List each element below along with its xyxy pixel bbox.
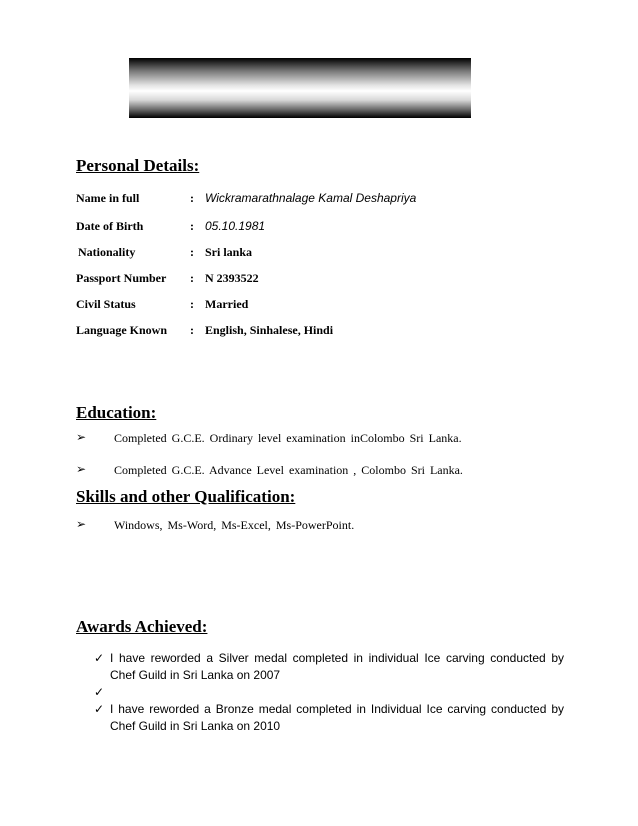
checkmark-icon: ✓ <box>94 651 105 665</box>
detail-colon: : <box>190 245 194 259</box>
header-banner <box>129 58 471 118</box>
detail-value: N 2393522 <box>205 271 259 285</box>
education-heading: Education: <box>76 403 157 422</box>
award-item-text: I have reworded a Bronze medal completed in Individual Ice carving conducted by Chef Guild in Sri Lanka on 2010 <box>110 702 564 733</box>
detail-label: Name in full <box>76 191 140 205</box>
award-item <box>94 701 564 735</box>
detail-label: Nationality <box>78 245 136 259</box>
detail-value: Wickramarathnalage Kamal Deshapriya <box>205 191 417 205</box>
arrow-bullet-icon: ➢ <box>76 430 87 444</box>
detail-value: 05.10.1981 <box>205 219 266 233</box>
awards-heading: Awards Achieved: <box>76 617 208 636</box>
detail-colon: : <box>190 323 194 337</box>
checkmark-icon: ✓ <box>94 685 105 699</box>
detail-label: Language Known <box>76 323 168 337</box>
award-item <box>94 650 564 684</box>
detail-value: Sri lanka <box>205 245 253 259</box>
detail-label: Date of Birth <box>76 219 144 233</box>
skills-item-text: Windows, Ms-Word, Ms-Excel, Ms-PowerPoint. <box>114 518 355 532</box>
detail-label: Civil Status <box>76 297 136 311</box>
detail-colon: : <box>190 219 194 233</box>
education-item-text: Completed G.C.E. Advance Level examination , Colombo Sri Lanka. <box>114 463 463 477</box>
detail-value: Married <box>205 297 249 311</box>
detail-label: Passport Number <box>76 271 167 285</box>
detail-value: English, Sinhalese, Hindi <box>205 323 334 337</box>
award-item-text: I have reworded a Silver medal completed in individual Ice carving conducted by Chef Guild in Sri Lanka on 2007 <box>110 651 564 682</box>
detail-colon: : <box>190 191 194 205</box>
personal-details-heading: Personal Details: <box>76 156 200 175</box>
education-item-text: Completed G.C.E. Ordinary level examination inColombo Sri Lanka. <box>114 431 462 445</box>
skills-heading: Skills and other Qualification: <box>76 487 296 506</box>
arrow-bullet-icon: ➢ <box>76 517 87 531</box>
detail-colon: : <box>190 297 194 311</box>
detail-colon: : <box>190 271 194 285</box>
arrow-bullet-icon: ➢ <box>76 462 87 476</box>
checkmark-icon: ✓ <box>94 702 105 716</box>
